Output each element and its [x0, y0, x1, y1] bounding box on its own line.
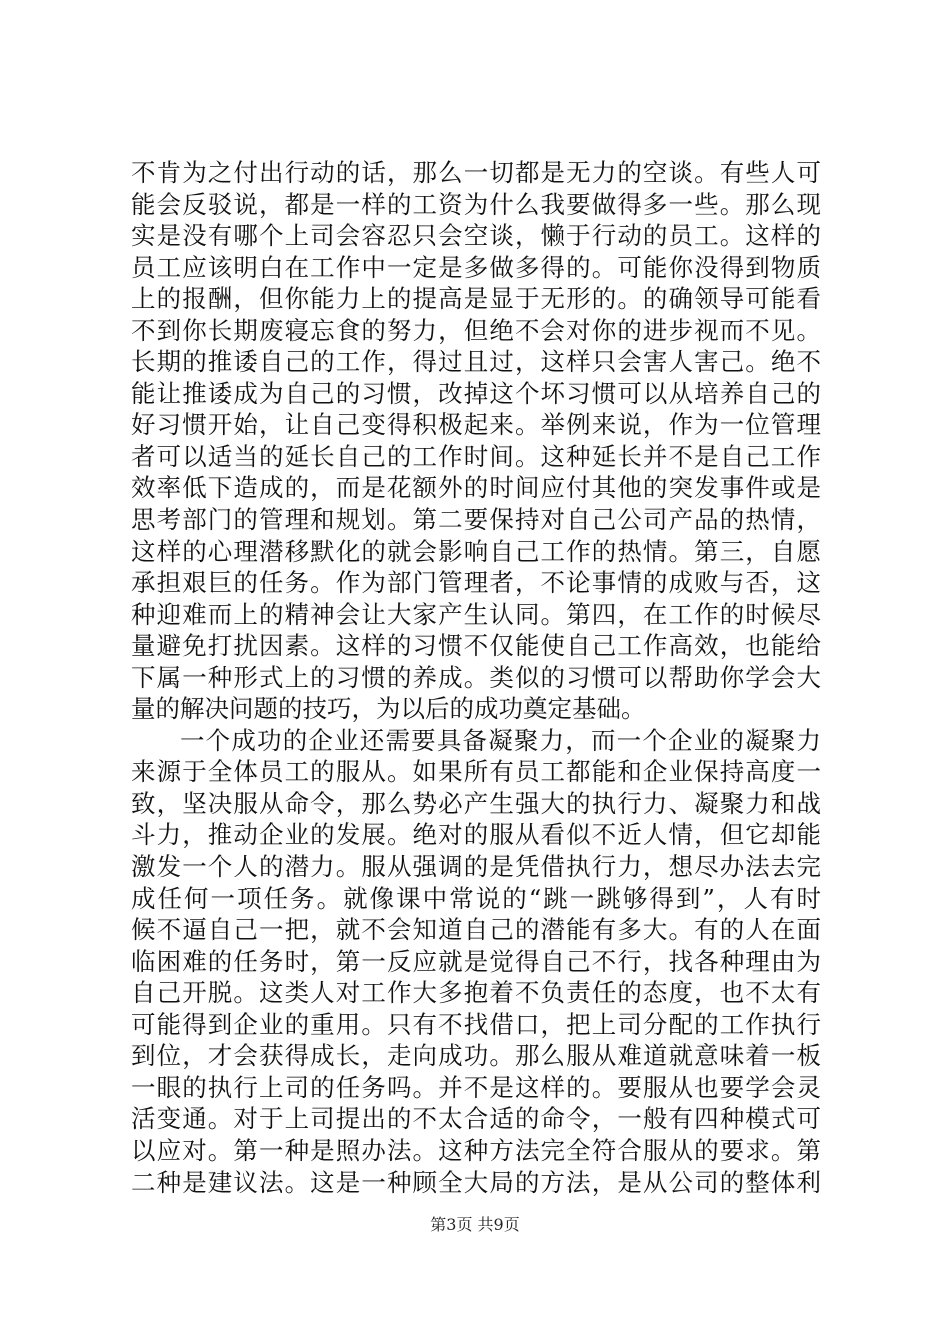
text-line: 一个成功的企业还需要具备凝聚力，而一个企业的凝聚力 — [180, 725, 821, 755]
text-line: 二种是建议法。这是一种顾全大局的方法，是从公司的整体利 — [131, 1167, 821, 1197]
text-line: 长期的推诿自己的工作，得过且过，这样只会害人害己。绝不 — [131, 347, 821, 377]
document-body — [131, 157, 821, 1198]
text-line: 量避免打扰因素。这样的习惯不仅能使自己工作高效，也能给 — [131, 631, 821, 661]
text-line: 这样的心理潜移默化的就会影响自己工作的热情。第三，自愿 — [131, 536, 821, 566]
text-line: 不肯为之付出行动的话，那么一切都是无力的空谈。有些人可 — [131, 158, 821, 187]
text-line: 能会反驳说，都是一样的工资为什么我要做得多一些。那么现 — [131, 189, 821, 219]
text-line: 下属一种形式上的习惯的养成。类似的习惯可以帮助你学会大 — [131, 662, 821, 692]
text-line: 可能得到企业的重用。只有不找借口，把上司分配的工作执行 — [131, 1009, 821, 1039]
text-line: 活变通。对于上司提出的不太合适的命令，一般有四种模式可 — [131, 1104, 821, 1134]
text-line: 斗力，推动企业的发展。绝对的服从看似不近人情，但它却能 — [131, 820, 821, 850]
text-line: 种迎难而上的精神会让大家产生认同。第四，在工作的时候尽 — [131, 599, 821, 629]
text-line: 效率低下造成的，而是花额外的时间应付其他的突发事件或是 — [131, 473, 821, 503]
text-line: 来源于全体员工的服从。如果所有员工都能和企业保持高度一 — [131, 757, 821, 787]
paragraph — [131, 157, 821, 725]
text-line: 实是没有哪个上司会容忍只会空谈，懒于行动的员工。这样的 — [131, 221, 821, 251]
text-line: 成任何一项任务。就像课中常说的“跳一跳够得到”，人有时 — [131, 883, 821, 913]
text-line: 不到你长期废寝忘食的努力，但绝不会对你的进步视而不见。 — [131, 315, 821, 345]
text-line: 者可以适当的延长自己的工作时间。这种延长并不是自己工作 — [131, 441, 821, 471]
text-line: 承担艰巨的任务。作为部门管理者，不论事情的成败与否，这 — [131, 568, 821, 598]
text-line: 好习惯开始，让自己变得积极起来。举例来说，作为一位管理 — [131, 410, 821, 440]
text-line: 员工应该明白在工作中一定是多做多得的。可能你没得到物质 — [131, 252, 821, 282]
page-footer: 第3页 共9页 — [430, 1215, 520, 1234]
text-line: 激发一个人的潜力。服从强调的是凭借执行力，想尽办法去完 — [131, 852, 821, 882]
text-line: 量的解决问题的技巧，为以后的成功奠定基础。 — [131, 694, 646, 724]
text-line: 上的报酬，但你能力上的提高是显于无形的。的确领导可能看 — [131, 284, 821, 314]
text-line: 思考部门的管理和规划。第二要保持对自己公司产品的热情， — [131, 505, 821, 535]
text-line: 一眼的执行上司的任务吗。并不是这样的。要服从也要学会灵 — [131, 1072, 821, 1102]
text-line: 临困难的任务时，第一反应就是觉得自己不行，找各种理由为 — [131, 946, 821, 976]
text-line: 以应对。第一种是照办法。这种方法完全符合服从的要求。第 — [131, 1135, 821, 1165]
text-line: 致，坚决服从命令，那么势必产生强大的执行力、凝聚力和战 — [131, 788, 821, 818]
text-line: 能让推诿成为自己的习惯，改掉这个坏习惯可以从培养自己的 — [131, 378, 821, 408]
paragraph — [131, 725, 821, 1198]
text-line: 自己开脱。这类人对工作大多抱着不负责任的态度，也不太有 — [131, 978, 821, 1008]
text-line: 候不逼自己一把，就不会知道自己的潜能有多大。有的人在面 — [131, 915, 821, 945]
text-line: 到位，才会获得成长，走向成功。那么服从难道就意味着一板 — [131, 1041, 821, 1071]
